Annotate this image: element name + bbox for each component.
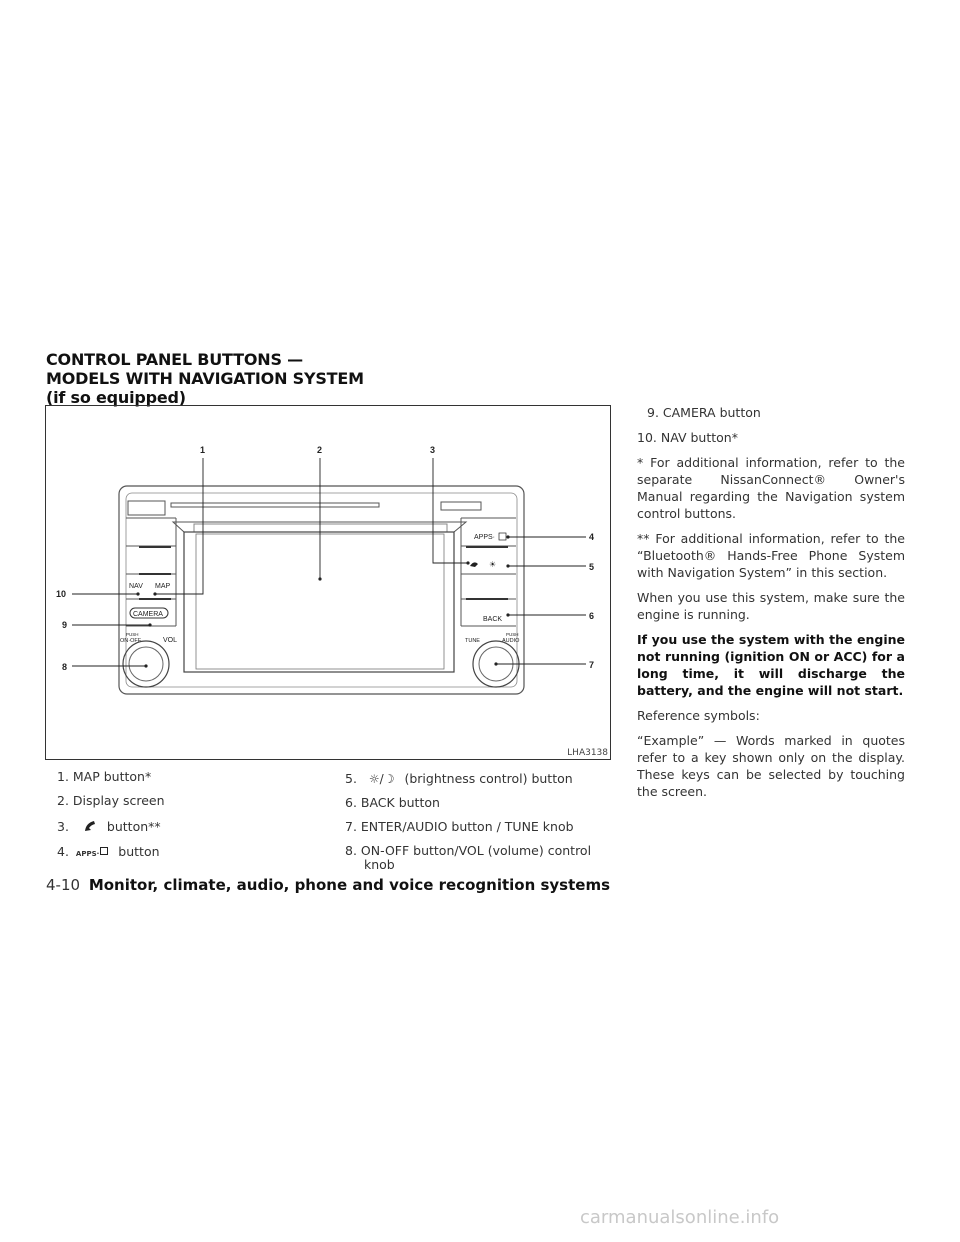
brightness-icon: ☼/☽ [368, 772, 395, 786]
page-number: 4-10 [46, 876, 81, 894]
callout-3: 3 [430, 445, 436, 455]
apps-icon-box [100, 847, 108, 855]
tune-label: TUNE [465, 638, 480, 644]
reference-symbols-title: Reference symbols: [637, 708, 760, 723]
engine-running-note: When you use this system, make sure the engine is running. [637, 590, 905, 622]
legend-item-3-number: 3. [57, 819, 69, 834]
legend-item-3-label: button** [106, 819, 161, 834]
legend-item-8-line-2: knob [364, 857, 395, 872]
legend-item-6: 6. BACK button [345, 795, 440, 810]
callout-4: 4 [589, 532, 595, 542]
control-panel-figure [45, 405, 611, 760]
legend-item-5-number: 5. [345, 771, 357, 786]
heading-line-1: CONTROL PANEL BUTTONS — [46, 350, 303, 369]
section-heading [46, 350, 364, 407]
legend-item-5 [345, 770, 573, 788]
legend-item-9: 9. CAMERA button [647, 405, 761, 420]
callout-2: 2 [317, 445, 323, 455]
legend-item-5-label: (brightness control) button [404, 771, 573, 786]
heading-line-2: MODELS WITH NAVIGATION SYSTEM [46, 369, 364, 388]
legend-item-4-number: 4. [57, 844, 69, 859]
callout-1: 1 [200, 445, 206, 455]
map-label: MAP [155, 583, 171, 590]
legend-item-4 [57, 843, 160, 863]
vol-label: VOL [163, 637, 178, 644]
callout-9: 9 [62, 620, 68, 630]
legend-item-2: 2. Display screen [57, 793, 165, 808]
callout-5: 5 [589, 562, 595, 572]
heading-line-3: (if so equipped) [46, 388, 186, 407]
callout-8: 8 [62, 662, 68, 672]
phone-icon [83, 819, 97, 833]
note-double-asterisk: ** For additional information, refer to the “Bluetooth® Hands-Free Phone System with Navigation System” in this section. [637, 531, 905, 580]
legend-item-7: 7. ENTER/AUDIO button / TUNE knob [345, 819, 574, 834]
on-off-label: ON·OFF [120, 638, 142, 644]
legend-item-1: 1. MAP button* [57, 769, 152, 784]
push-left-label: PUSH [126, 632, 139, 637]
figure-id: LHA3138 [567, 748, 608, 758]
note-single-asterisk: * For additional information, refer to the separate NissanConnect® Owner's Manual regarding the Navigation system control buttons. [637, 455, 905, 521]
callout-10: 10 [56, 589, 67, 599]
nav-label: NAV [129, 583, 143, 590]
watermark: carmanualsonline.info [580, 1207, 780, 1228]
camera-label: CAMERA [133, 611, 163, 618]
chapter-title: Monitor, climate, audio, phone and voice recognition systems [88, 876, 611, 894]
callout-7: 7 [589, 660, 595, 670]
back-label: BACK [483, 616, 503, 623]
audio-label: AUDIO [502, 638, 520, 644]
legend-item-10: 10. NAV button* [637, 430, 738, 445]
svg-text:☀: ☀ [489, 560, 497, 569]
reference-symbols-text: “Example” — Words marked in quotes refer to a key shown only on the display. These keys can be selected by touching the screen. [637, 733, 905, 799]
apps-icon: APPS· [75, 850, 100, 858]
callout-6: 6 [589, 611, 595, 621]
legend-item-3 [57, 818, 161, 835]
apps-label: APPS· [474, 534, 496, 541]
right-column [637, 404, 905, 808]
legend-item-8-line-1: 8. ON-OFF button/VOL (volume) control [345, 843, 592, 858]
legend-item-4-label: button [118, 844, 160, 859]
page-footer [46, 876, 610, 894]
battery-warning: If you use the system with the engine not running (ignition ON or ACC) for a long time, it will discharge the battery, and the engine will not start. [637, 632, 905, 698]
push-right-label: PUSH [506, 632, 519, 637]
control-panel-illustration [46, 406, 610, 759]
